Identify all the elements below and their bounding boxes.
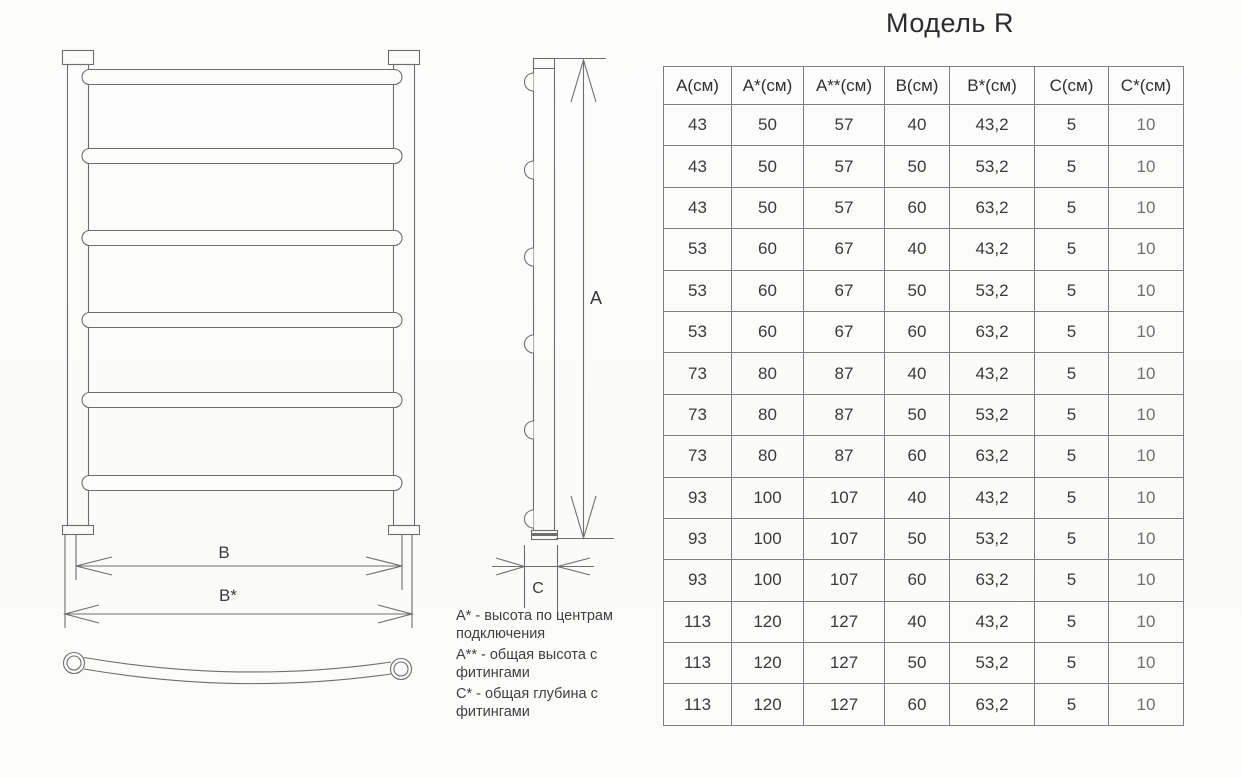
table-row [664,643,1184,684]
table-cell: 10 [1109,394,1184,435]
table-cell: 80 [732,436,804,477]
table-cell: 50 [885,146,950,187]
table-row [664,105,1184,146]
table-cell: 53 [664,311,732,352]
table-cell: 73 [664,436,732,477]
legend-item: С* - общая глубина с фитингами [456,686,598,720]
rung-end [525,510,534,528]
front-view [63,51,420,629]
table-cell: 5 [1035,311,1109,352]
table-row [664,229,1184,270]
table-cell: 5 [1035,560,1109,601]
table-row [664,560,1184,601]
table-cell: 63,2 [950,436,1035,477]
rungs [82,70,402,491]
label-height: А [590,288,603,308]
rung-end [525,421,534,439]
table-cell: 60 [885,436,950,477]
table-row [664,601,1184,642]
table-cell: 80 [732,394,804,435]
table-cell: 53,2 [950,643,1035,684]
table-cell: 5 [1035,353,1109,394]
table-cell: 10 [1109,353,1184,394]
table-row [664,477,1184,518]
table-cell: 50 [885,394,950,435]
table-cell: 43,2 [950,477,1035,518]
table-cell: 107 [804,518,885,559]
rung-end [525,335,534,353]
table-row [664,146,1184,187]
rung [82,313,402,328]
table-cell: 63,2 [950,684,1035,725]
table-cell: 10 [1109,105,1184,146]
rung [82,70,402,85]
table-cell: 93 [664,518,732,559]
table-cell: 43,2 [950,229,1035,270]
table-cell: 60 [732,311,804,352]
table-cell: 43 [664,105,732,146]
table-cell: 120 [732,601,804,642]
table-cell: 63,2 [950,187,1035,228]
table-cell: 10 [1109,643,1184,684]
table-cell: 10 [1109,187,1184,228]
table-cell: 50 [732,146,804,187]
table-cell: 67 [804,311,885,352]
table-cell: 5 [1035,270,1109,311]
table-cell: 43 [664,146,732,187]
table-cell: 10 [1109,229,1184,270]
table-cell: 53,2 [950,518,1035,559]
rung [82,231,402,246]
dimension-b-star [65,605,412,623]
table-cell: 127 [804,684,885,725]
side-post [534,59,555,531]
rung-ends [525,73,534,528]
table-cell: 60 [885,560,950,601]
table-cell: 113 [664,601,732,642]
table-cell: 93 [664,560,732,601]
table-cell: 87 [804,436,885,477]
table-row [664,270,1184,311]
table-cell: 50 [732,187,804,228]
table-cell: 57 [804,146,885,187]
table-cell: 60 [885,311,950,352]
table-cell: 107 [804,477,885,518]
table-header-cell: В*(см) [950,67,1035,105]
rung [82,149,402,164]
table-cell: 10 [1109,311,1184,352]
rung-end [525,248,534,266]
curved-tube [84,658,391,672]
side-view [492,59,614,617]
dimension-legend [456,608,644,725]
curved-rung-top-view [64,653,412,684]
table-cell: 60 [732,270,804,311]
table-cell: 113 [664,684,732,725]
table-header-cell: С*(см) [1109,67,1184,105]
table-cell: 60 [732,229,804,270]
table-cell: 5 [1035,684,1109,725]
table-cell: 87 [804,394,885,435]
label-width-inner: В [218,543,230,562]
table-cell: 5 [1035,394,1109,435]
table-cell: 53,2 [950,394,1035,435]
table-cell: 40 [885,353,950,394]
table-cell: 10 [1109,146,1184,187]
dimension-b [76,557,402,575]
table-cell: 5 [1035,105,1109,146]
table-cell: 43,2 [950,105,1035,146]
table-cell: 100 [732,518,804,559]
left-post-foot [63,526,94,535]
rung-end [525,73,534,91]
table-cell: 5 [1035,146,1109,187]
table-cell: 57 [804,187,885,228]
table-cell: 100 [732,477,804,518]
legend-item: А** - общая высота с фитингами [456,647,598,681]
table-cell: 43 [664,187,732,228]
table-cell: 5 [1035,229,1109,270]
table-cell: 43,2 [950,601,1035,642]
table-header-cell: В(см) [885,67,950,105]
table-cell: 87 [804,353,885,394]
page-title: Модель R [886,8,1014,38]
table-cell: 50 [732,105,804,146]
table-row [664,518,1184,559]
table-cell: 73 [664,394,732,435]
table-cell: 67 [804,229,885,270]
legend-item: А* - высота по центрам подключения [456,608,613,642]
table-cell: 5 [1035,601,1109,642]
table-cell: 107 [804,560,885,601]
table-cell: 5 [1035,436,1109,477]
table-header-cell: А(см) [664,67,732,105]
table-cell: 50 [885,643,950,684]
table-cell: 127 [804,643,885,684]
table-cell: 10 [1109,270,1184,311]
table-row [664,436,1184,477]
table-cell: 10 [1109,601,1184,642]
right-post-foot [389,526,420,535]
table-cell: 63,2 [950,311,1035,352]
table-cell: 43,2 [950,353,1035,394]
table-cell: 60 [885,684,950,725]
table-cell: 5 [1035,187,1109,228]
table-row [664,684,1184,725]
table-cell: 5 [1035,643,1109,684]
table-cell: 40 [885,601,950,642]
table-cell: 40 [885,477,950,518]
table-cell: 120 [732,643,804,684]
right-post [394,65,415,526]
table-cell: 53,2 [950,270,1035,311]
table-cell: 120 [732,684,804,725]
table-cell: 10 [1109,477,1184,518]
table-header-cell: С(см) [1035,67,1109,105]
rung [82,476,402,491]
table-body [664,105,1184,726]
table-cell: 80 [732,353,804,394]
table-row [664,394,1184,435]
table-cell: 60 [885,187,950,228]
table-cell: 40 [885,229,950,270]
table-row [664,311,1184,352]
label-width-outer: В* [219,586,237,605]
table-cell: 113 [664,643,732,684]
table-cell: 53 [664,270,732,311]
table-header-cell: А*(см) [732,67,804,105]
table-cell: 10 [1109,560,1184,601]
curved-tube [84,669,391,684]
rung-end [525,161,534,179]
table-cell: 57 [804,105,885,146]
label-depth: С [532,580,544,597]
table-cell: 5 [1035,477,1109,518]
dimensions-table [663,66,1184,726]
table-row [664,187,1184,228]
table-cell: 67 [804,270,885,311]
table-cell: 10 [1109,436,1184,477]
table-header-cell: А**(см) [804,67,885,105]
right-post-cap [389,51,420,65]
table-cell: 63,2 [950,560,1035,601]
table-header-row [664,67,1184,105]
left-post-cap [63,51,94,65]
table-cell: 50 [885,270,950,311]
table-cell: 100 [732,560,804,601]
table-cell: 40 [885,105,950,146]
table-cell: 53,2 [950,146,1035,187]
table-cell: 10 [1109,684,1184,725]
table-cell: 127 [804,601,885,642]
table-cell: 5 [1035,518,1109,559]
table-cell: 93 [664,477,732,518]
table-cell: 73 [664,353,732,394]
table-cell: 53 [664,229,732,270]
rung [82,393,402,408]
table-cell: 50 [885,518,950,559]
table-row [664,353,1184,394]
table-cell: 10 [1109,518,1184,559]
left-post [68,65,89,526]
